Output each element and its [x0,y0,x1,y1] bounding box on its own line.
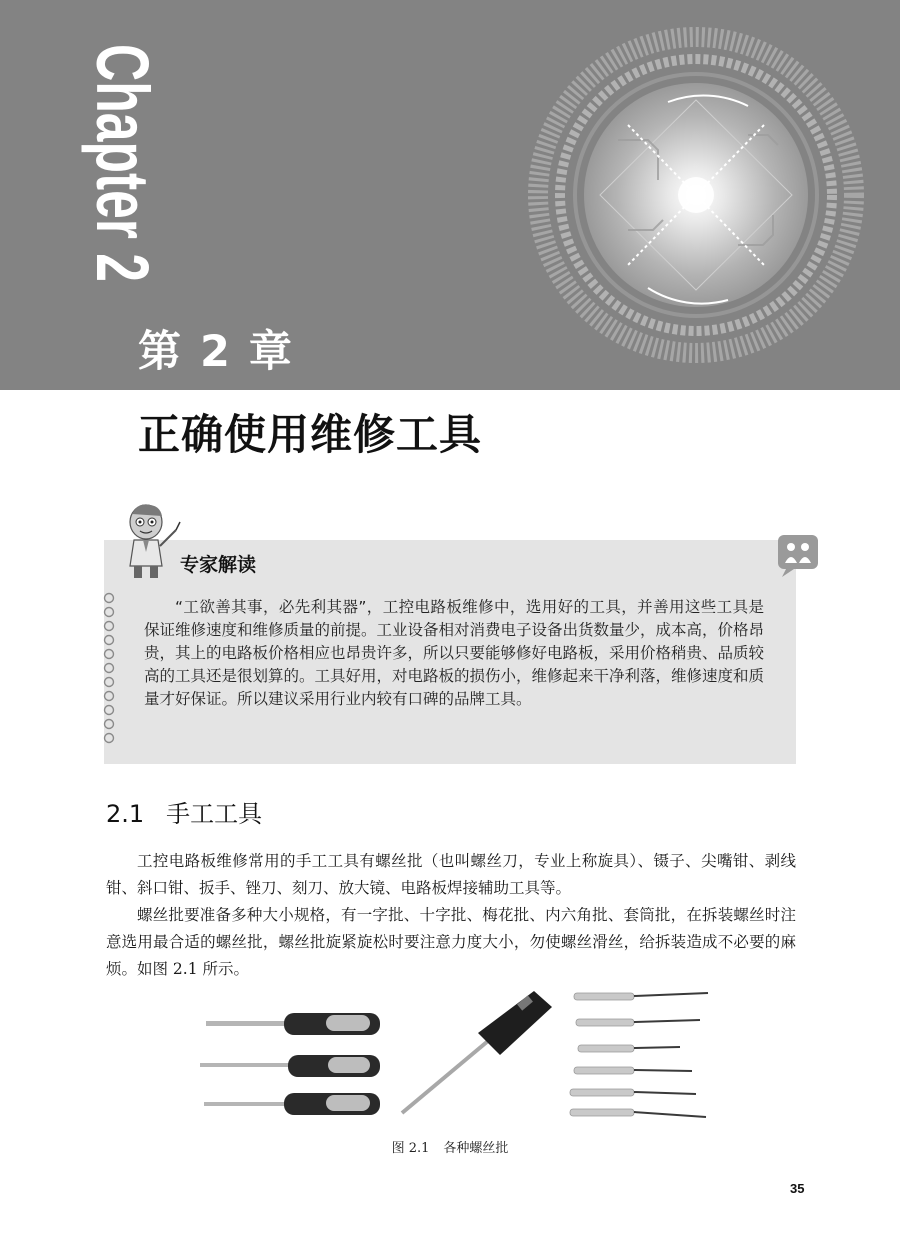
chapter-vertical-label [22,40,164,386]
figure-label: 图 2.1 [391,1141,430,1156]
chapter-header [0,0,900,390]
page-number: 35 [790,1181,805,1196]
expert-box-body: “工欲善其事，必先利其器”，工控电路板维修中，选用好的工具，并善用这些工具是保证维修速度和维修质量的前提。工业设备相对消费电子设备出货数量少，成本高，价格昂贵，其上的电路板价格相应也昂贵许多，所以只要能够修好电路板，采用价格稍贵、品质较高的工具还是很划算的。工具好用，对电路板的损伤小，维修起来干净利落，维修速度和质量才好保证。所以建议采用行业内较有口碑的品牌工具。 [144,598,765,708]
people-chat-icon [776,533,820,579]
figure-caption [0,1137,900,1156]
expert-box-title: 专家解读 [180,554,257,576]
screwdrivers-figure [196,985,716,1130]
body-paragraph: 螺丝批要准备多种大小规格，有一字批、十字批、梅花批、内六角批、套筒批，在拆装螺丝时注意选用最合适的螺丝批，螺丝批旋紧旋松时要注意力度大小，勿使螺丝滑丝，给拆装造成不必要的麻烦。如图 2.1 所示。 [106,906,796,978]
expert-mascot-icon [116,500,188,582]
precision-screwdrivers-icon [570,993,708,1117]
chapter-vertical-text: Chapter 2 [81,44,164,386]
chapter-title: 正确使用维修工具 [138,410,483,459]
screwdriver-set-left-icon [200,1013,380,1115]
section-heading [106,794,262,829]
spiral-binding-icon [98,592,120,742]
chapter-number: 第 2 章 [138,327,294,377]
expert-box [104,540,796,764]
circuit-emblem-icon [528,20,868,370]
section-title: 手工工具 [166,800,263,828]
figure-caption-text: 各种螺丝批 [443,1141,509,1156]
section-number: 2.1 [106,800,145,828]
screwdriver-large-icon [402,991,552,1113]
body-paragraph: 工控电路板维修常用的手工工具有螺丝批（也叫螺丝刀，专业上称旋具）、镊子、尖嘴钳、剥线钳、斜口钳、扳手、锉刀、刻刀、放大镜、电路板焊接辅助工具等。 [106,852,796,897]
